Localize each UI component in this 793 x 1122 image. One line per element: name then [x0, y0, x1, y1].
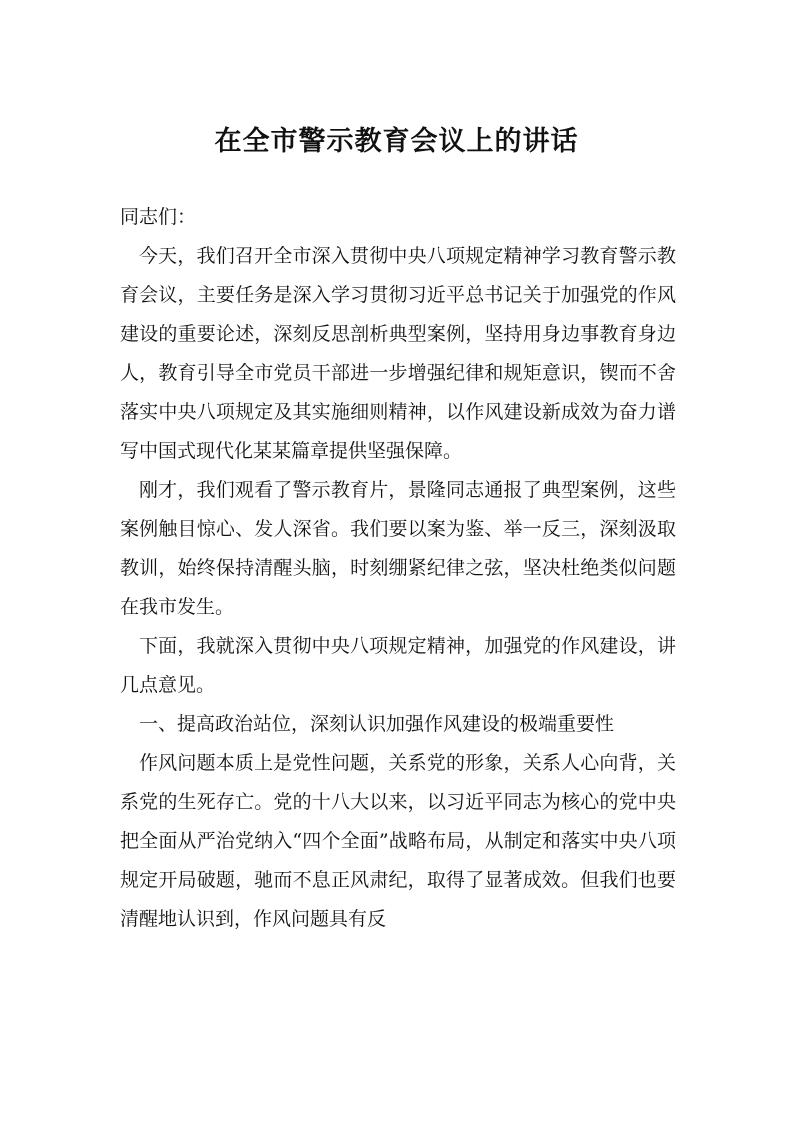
paragraph-warning-film: 刚才，我们观看了警示教育片，景隆同志通报了典型案例，这些案例触目惊心、发人深省。我们要以案为鉴、举一反三，深刻汲取教训，始终保持清醒头脑，时刻绷紧纪律之弦，坚决杜绝类似问题在我市发生。 — [120, 479, 676, 618]
paragraph-section-one: 作风问题本质上是党性问题，关系党的形象，关系人心向背，关系党的生死存亡。党的十八大以来，以习近平同志为核心的党中央把全面从严治党纳入“四个全面”战略布局，从制定和落实中央八项规定开局破题，驰而不息正风肃纪，取得了显著成效。但我们也要清醒地认识到，作风问题具有反 — [120, 752, 676, 930]
paragraph-opening: 今天，我们召开全市深入贯彻中央八项规定精神学习教育警示教育会议，主要任务是深入学习贯彻习近平总书记关于加强党的作风建设的重要论述，深刻反思剖析典型案例，坚持用身边事教育身边人，教育引导全市党员干部进一步增强纪律和规矩意识，锲而不舍落实中央八项规定及其实施细则精神，以作风建设新成效为奋力谱写中国式现代化某某篇章提供坚强保障。 — [120, 245, 676, 462]
page-title: 在全市警示教育会议上的讲话 — [214, 126, 579, 157]
section-heading: 一、提高政治站位，深刻认识加强作风建设的极端重要性 — [139, 713, 615, 735]
paragraph-transition: 下面，我就深入贯彻中央八项规定精神，加强党的作风建设，讲几点意见。 — [120, 635, 676, 696]
document-body — [120, 198, 676, 939]
salutation: 同志们： — [120, 206, 197, 228]
